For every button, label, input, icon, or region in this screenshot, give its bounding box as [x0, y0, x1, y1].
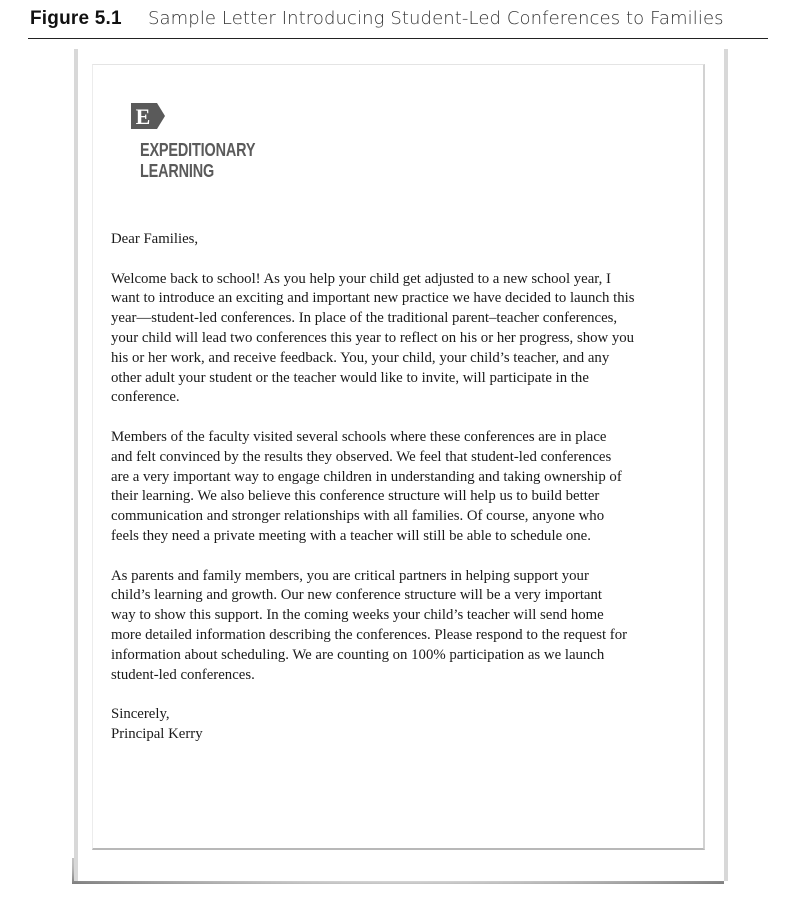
letter-signature: Principal Kerry	[111, 725, 203, 742]
letter-paragraph: Members of the faculty visited several schools where these conferences are in place and felt convinced by the results they observed. We feel that student-led conferences are a very important way to engage children in understanding and taking ownership of their learning. We also believe this conference structure will help us to build better communication and stronger relationships with all families. Of course, anyone who feels they need a private meeting with a teacher will still be able to schedule one.	[111, 428, 622, 544]
logo-wordmark	[140, 139, 255, 181]
logo-mark-letter: E	[135, 104, 151, 129]
figure-label: Figure 5.1	[30, 8, 122, 29]
letter-closing: Sincerely,	[111, 706, 170, 723]
logo-line-2: LEARNING	[140, 160, 215, 181]
letter-body	[111, 230, 711, 745]
logo-e-mark-icon	[131, 103, 165, 129]
figure-header	[28, 6, 768, 39]
figure-title: Sample Letter Introducing Student-Led Conferences to Families	[148, 8, 724, 29]
logo-line-1: EXPEDITIONARY	[140, 139, 256, 160]
letter-paragraph: Welcome back to school! As you help your child get adjusted to a new school year, I want to introduce an exciting and important new practice we have decided to launch this year—student-led conferences. In place of the traditional parent–teacher conferences, your child will lead two conferences this year to reflect on his or her progress, show you his or her work, and receive feedback. You, your child, your child’s teacher, and any other adult your student or the teacher would like to invite, will participate in the conference.	[111, 270, 635, 406]
letter-salutation: Dear Families,	[111, 231, 199, 247]
letter-paragraph: As parents and family members, you are critical partners in helping support your child’s learning and growth. Our new conference structure will be a very important way to show this support. In the coming weeks your child’s teacher will send home more detailed information describing the conferences. Please respond to the request for information about scheduling. We are counting on 100% participation as we launch student-led conferences.	[111, 567, 628, 683]
